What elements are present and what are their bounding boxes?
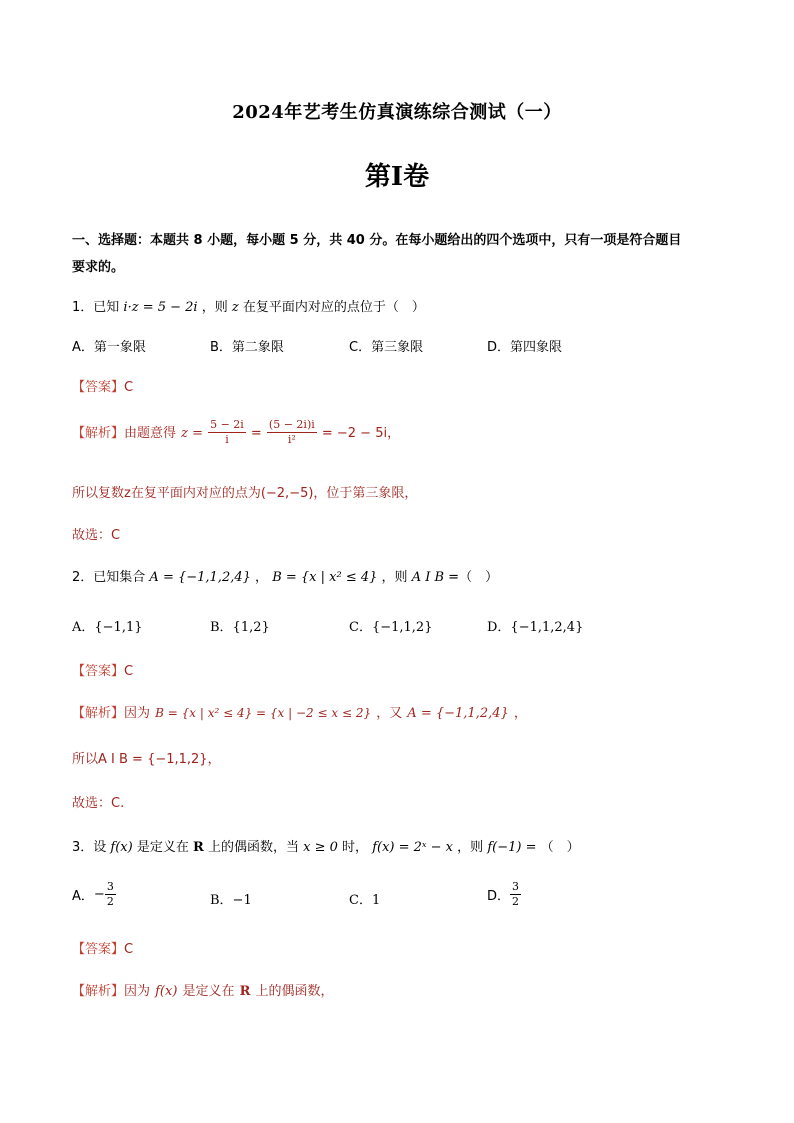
q2-set-a: A = {−1,1,2,4} xyxy=(149,570,251,585)
q1-answer xyxy=(72,376,133,395)
q2-set-b: B = {x | x² ≤ 4} xyxy=(272,570,378,585)
q3-analysis xyxy=(72,980,334,999)
q1-stem-post: ，则 xyxy=(201,300,228,315)
analysis-label: 【解析】 xyxy=(72,984,125,999)
q3-analysis-real-set: R xyxy=(239,984,251,999)
q2-choose: 故选：C. xyxy=(72,796,125,811)
q3-option-b: B．−1 xyxy=(210,893,252,908)
q1-option-a: A．第一象限 xyxy=(72,340,146,355)
page-title: 2024年艺考生仿真演练综合测试（一） xyxy=(232,102,562,123)
q3-option-a-sign: − xyxy=(93,887,105,902)
q1-stem-tail: 在复平面内对应的点位于（ ） xyxy=(242,300,425,315)
q3-stem-post: ，则 xyxy=(457,840,484,855)
q3-stem-mid3: 时， xyxy=(342,840,369,855)
q1-answer-value: C xyxy=(124,380,134,395)
q3-option-d-label: D． xyxy=(487,889,511,904)
q2-option-c: C．{−1,1,2} xyxy=(349,620,433,635)
q3-answer-value: C xyxy=(124,942,134,957)
q3-option-a-denominator: 2 xyxy=(106,895,114,908)
q2-analysis-mid: ，又 xyxy=(376,706,403,721)
q2-answer xyxy=(72,660,133,679)
q3-option-a-fraction xyxy=(105,880,116,909)
q3-analysis-prefix: 因为 xyxy=(124,984,151,999)
q3-option-d-fraction xyxy=(510,880,521,909)
q3-stem-prefix: 3．设 xyxy=(72,840,107,855)
q2-option-d: D．{−1,1,2,4} xyxy=(487,620,584,635)
question-1-stem xyxy=(72,296,425,315)
q1-fraction-2-numerator: (5 − 2i)i xyxy=(268,418,315,431)
q3-option-c: C．1 xyxy=(349,893,381,908)
analysis-label: 【解析】 xyxy=(72,706,125,721)
q2-option-b: B．{1,2} xyxy=(210,620,270,635)
q1-analysis-eq: z = xyxy=(181,426,203,441)
q1-analysis-result: = −2 − 5i， xyxy=(321,426,401,441)
section-heading-line1: 一、选择题：本题共 8 小题，每小题 5 分，共 40 分。在每小题给出的四个选项中，只有一项是符合题目 xyxy=(72,233,682,248)
q1-option-d: D．第四象限 xyxy=(487,340,563,355)
question-2-stem xyxy=(72,566,498,585)
q1-stem-prefix: 1．已知 xyxy=(72,300,120,315)
q3-analysis-mid: 是定义在 xyxy=(182,984,235,999)
volume-title: 第I卷 xyxy=(364,162,430,192)
q3-definition: f(x) = 2ˣ − x xyxy=(372,840,454,855)
q2-analysis-prefix: 因为 xyxy=(124,706,151,721)
q3-option-a-numerator: 3 xyxy=(106,880,114,893)
answer-label: 【答案】 xyxy=(72,380,125,395)
q3-analysis-function: f(x) xyxy=(155,984,178,999)
q1-equation: i·z = 5 − 2i xyxy=(123,300,198,315)
q3-stem-mid: 是定义在 xyxy=(136,840,189,855)
q1-fraction-2-denominator: i² xyxy=(287,433,296,446)
q2-comma: ， xyxy=(255,570,269,585)
q3-analysis-end: 上的偶函数， xyxy=(255,984,334,999)
q3-option-d-numerator: 3 xyxy=(512,880,520,893)
q2-analysis-line2: 所以A I B = {−1,1,2}， xyxy=(72,752,221,767)
section-heading-line2: 要求的。 xyxy=(72,260,125,275)
q3-condition: x ≥ 0 xyxy=(303,840,338,855)
q3-option-d-denominator: 2 xyxy=(512,895,520,908)
q2-stem-tail: =（ ） xyxy=(448,570,499,585)
analysis-label: 【解析】 xyxy=(72,426,125,441)
q1-analysis-prefix: 由题意得 xyxy=(124,426,177,441)
q1-fraction-1-numerator: 5 − 2i xyxy=(210,418,244,431)
q1-analysis: 【解析】由题意得 z = $\frac{5 - 2i}{i}$ = $\frac{(5 - 2i)i}{\text{i²}}$ = −2 − 5i， xyxy=(72,418,401,446)
q1-fraction-1 xyxy=(208,418,246,447)
q3-option-a-label: A． xyxy=(72,889,94,904)
question-3-stem xyxy=(72,836,580,855)
q1-analysis-line2: 所以复数z在复平面内对应的点为(−2,−5)，位于第三象限， xyxy=(72,486,418,501)
q1-fraction-1-denominator: i xyxy=(225,433,229,446)
q2-analysis-set-b: B = {x | x² ≤ 4} = {x | −2 ≤ x ≤ 2} xyxy=(155,706,372,720)
q2-analysis-set-a: A = {−1,1,2,4} xyxy=(407,706,509,721)
q2-stem-post: ，则 xyxy=(381,570,408,585)
q3-stem-mid2: 上的偶函数，当 xyxy=(207,840,299,855)
q3-real-set: R xyxy=(193,840,204,855)
q1-option-b: B．第二象限 xyxy=(210,340,284,355)
q2-option-a: A．{−1,1} xyxy=(72,620,143,635)
q3-ask: f(−1) = xyxy=(487,840,537,855)
q2-analysis xyxy=(72,702,527,721)
q1-choose: 故选：C xyxy=(72,528,121,543)
q1-option-c: C．第三象限 xyxy=(349,340,424,355)
q3-option-d xyxy=(487,880,521,909)
q2-answer-value: C xyxy=(124,664,134,679)
q3-function: f(x) xyxy=(110,840,133,855)
q1-fraction-2 xyxy=(267,418,317,447)
q2-analysis-end: ， xyxy=(513,706,527,721)
q3-stem-tail: （ ） xyxy=(540,840,580,855)
answer-label: 【答案】 xyxy=(72,942,125,957)
q2-stem-prefix: 2．已知集合 xyxy=(72,570,146,585)
q3-option-a xyxy=(72,880,116,909)
q2-expression: A I B xyxy=(411,570,445,585)
answer-label: 【答案】 xyxy=(72,664,125,679)
q3-answer xyxy=(72,938,133,957)
q1-variable: z xyxy=(231,300,239,315)
